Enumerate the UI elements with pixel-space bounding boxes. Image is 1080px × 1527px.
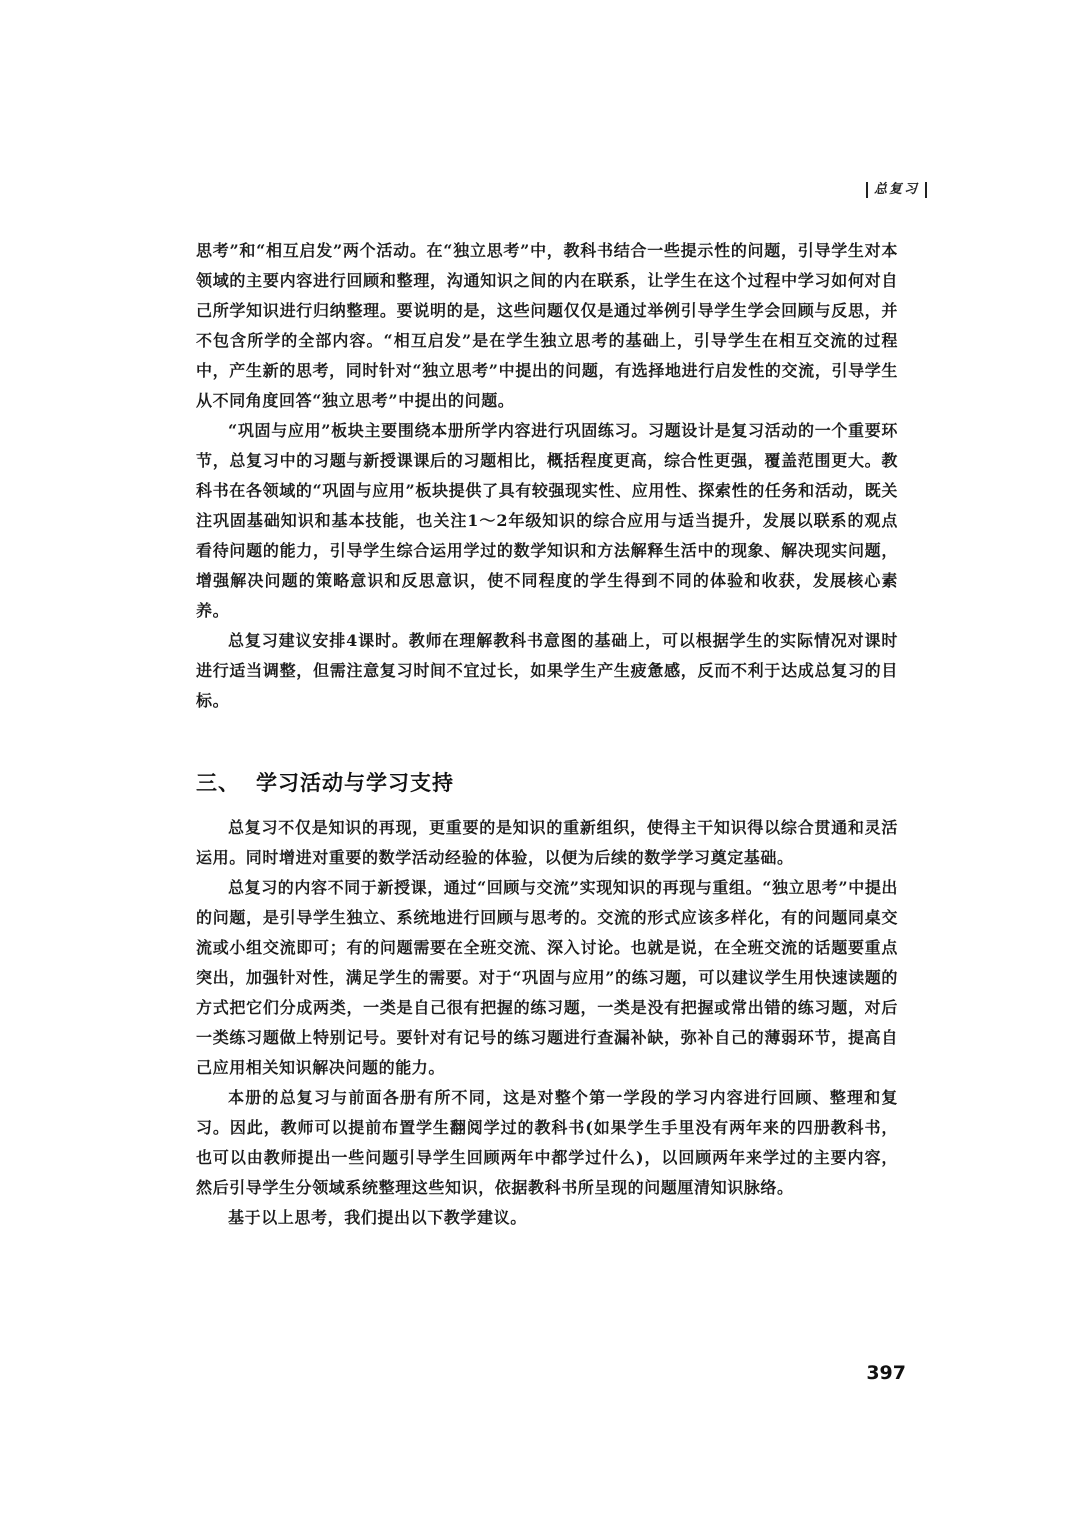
running-header-title: 总复习 — [873, 182, 919, 197]
paragraph-review-content: 总复习的内容不同于新授课，通过“回顾与交流”实现知识的再现与重组。“独立思考”中提出的问题，是引导学生独立、系统地进行回顾与思考的。交流的形式应该多样化，有的问题同桌交流或小组交流即可；有的问题需要在全班交流、深入讨论。也就是说，在全班交流的话题要重点突出，加强针对性，满足学生的需要。对于“巩固与应用”的练习题，可以建议学生用快速读题的方式把它们分成两类，一类是自己很有把握的练习题，一类是没有把握或常出错的练习题，对后一类练习题做上特别记号。要针对有记号的练习题进行查漏补缺，弥补自己的薄弱环节，提高自己应用相关知识解决问题的能力。 — [196, 878, 899, 1077]
running-header — [860, 178, 933, 198]
section-heading — [196, 763, 898, 803]
section-number: 三、 — [196, 771, 240, 795]
body-text — [196, 236, 898, 1233]
header-right-rule — [925, 182, 927, 198]
paragraph-volume-review: 本册的总复习与前面各册有所不同，这是对整个第一学段的学习内容进行回顾、整理和复习。因此，教师可以提前布置学生翻阅学过的教科书(如果学生手里没有两年来的四册教科书，也可以由教师提出一些问题引导学生回顾两年中都学过什么)，以回顾两年来学过的主要内容，然后引导学生分领域系统整理这些知识，依据教科书所呈现的问题厘清知识脉络。 — [196, 1088, 898, 1197]
paragraph-consolidation: “巩固与应用”板块主要围绕本册所学内容进行巩固练习。习题设计是复习活动的一个重要环节，总复习中的习题与新授课课后的习题相比，概括程度更高，综合性更强，覆盖范围更大。教科书在各领域的“巩固与应用”板块提供了具有较强现实性、应用性、探索性的任务和活动，既关注巩固基础知识和基本技能，也关注1～2年级知识的综合应用与适当提升，发展以联系的观点看待问题的能力，引导学生综合运用学过的数学知识和方法解释生活中的现象、解决现实问题，增强解决问题的策略意识和反思意识，使不同程度的学生得到不同的体验和收获，发展核心素养。 — [196, 421, 898, 620]
section-title: 学习活动与学习支持 — [256, 771, 454, 795]
paragraph-schedule: 总复习建议安排4课时。教师在理解教科书意图的基础上，可以根据学生的实际情况对课时进行适当调整，但需注意复习时间不宜过长，如果学生产生疲惫感，反而不利于达成总复习的目标。 — [196, 631, 898, 710]
paragraph-continued: 思考”和“相互启发”两个活动。在“独立思考”中，教科书结合一些提示性的问题，引导学生对本领域的主要内容进行回顾和整理，沟通知识之间的内在联系，让学生在这个过程中学习如何对自己所学知识进行归纳整理。要说明的是，这些问题仅仅是通过举例引导学生学会回顾与反思，并不包含所学的全部内容。“相互启发”是在学生独立思考的基础上，引导学生在相互交流的过程中，产生新的思考，同时针对“独立思考”中提出的问题，有选择地进行启发性的交流，引导学生从不同角度回答“独立思考”中提出的问题。 — [196, 241, 898, 410]
paragraph-conclusion: 基于以上思考，我们提出以下教学建议。 — [228, 1208, 527, 1227]
header-left-rule — [866, 182, 868, 198]
page-number: 397 — [866, 1362, 906, 1384]
paragraph-review-purpose: 总复习不仅是知识的再现，更重要的是知识的重新组织，使得主干知识得以综合贯通和灵活运用。同时增进对重要的数学活动经验的体验，以便为后续的数学学习奠定基础。 — [196, 818, 898, 867]
